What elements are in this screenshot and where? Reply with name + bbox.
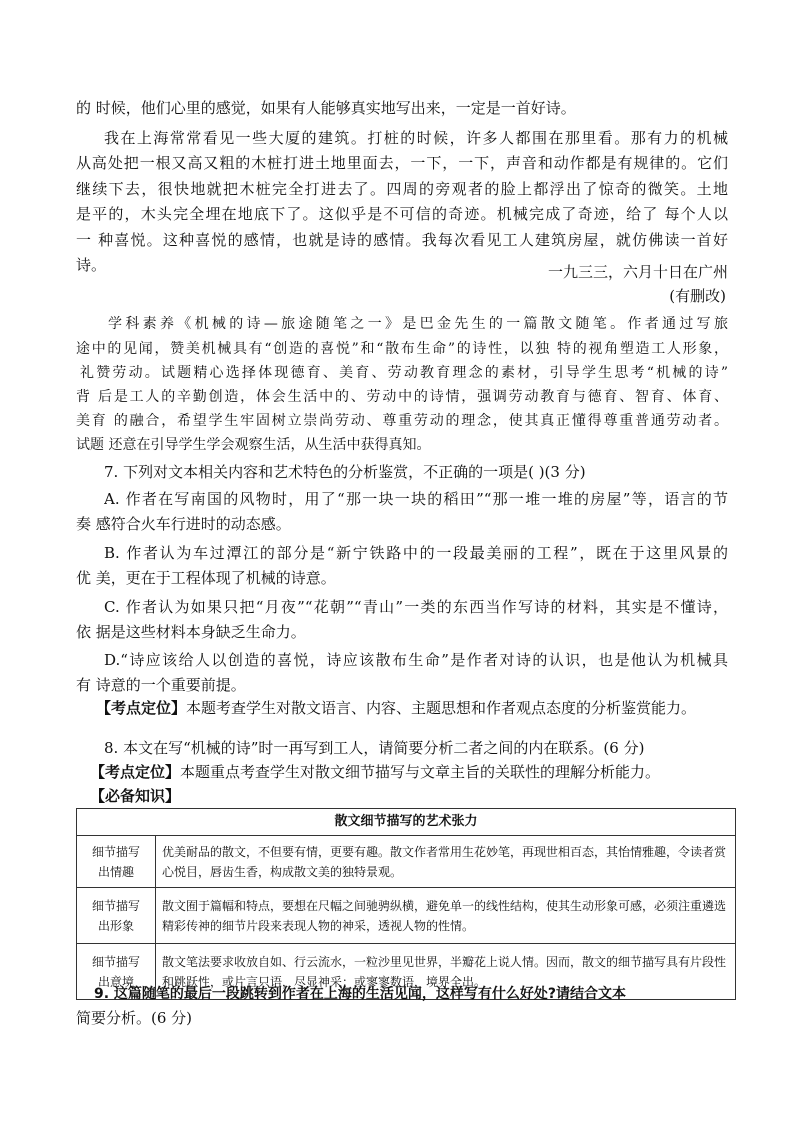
q7-option-b-cont: 优 美，更在于工程体现了机械的诗意。 [76,569,336,587]
q7-option-b: B. 作者认为车过潭江的部分是“新宁铁路中的一段最美丽的工程”，既在于这里风景的 [104,544,728,562]
passage-line: 是平的，木头完全埋在地底下了。这似乎是不可信的奇迹。机械完成了奇迹，给了 每个人以 [76,205,728,223]
edit-note: (有删改) [669,287,726,305]
passage-line: 一 种喜悦。这种喜悦的感情，也就是诗的感情。我每次看见工人建筑房屋，就仿佛读一首好 [76,231,728,249]
literacy-line: 学科素养《机械的诗—旅途随笔之一》是巴金先生的一篇散文随笔。作者通过写旅 [108,316,728,332]
passage-line: 从高处把一根又高又粗的木桩打进土地里面去，一下，一下，声音和动作都是有规律的。它们 [76,154,728,172]
literacy-line: 背 后是工人的辛勤创造，体会生活中的、劳动中的诗情，强调劳动教育与德育、智育、体育、 [76,389,728,405]
date-line: 一九三三，六月十日在广州 [547,263,728,281]
q7-option-c-cont: 依 据是这些材料本身缺乏生命力。 [76,623,306,641]
row-label: 细节描写 出形象 [77,888,156,944]
literacy-line: 礼赞劳动。试题精心选择体现德育、美育、劳动教育理念的素材，引导学生思考“机械的诗” [80,365,728,381]
q7-stem: 7. 下列对文本相关内容和艺术特色的分析鉴赏，不正确的一项是( )(3 分) [104,463,586,481]
literacy-line: 途中的见闻，赞美机械具有“创造的喜悦”和“散布生命”的诗性，以独 特的视角塑造工人形象， [76,341,728,357]
row-content: 优美耐品的散文，不但要有情，更要有趣。散文作者常用生花妙笔，再现世相百态，其怡情雅趣，令读者赏心悦目，唇齿生香，构成散文美的独特景观。 [156,836,736,888]
table-row [77,836,736,888]
passage-line: 我在上海常常看见一些大厦的建筑。打桩的时候，许多人都围在那里看。那有力的机械 [104,129,728,147]
q7-point [96,698,696,718]
knowledge-tag: 【必备知识】 [90,787,181,805]
point-tag: 【考点定位】 [90,763,181,781]
q7-option-a: A. 作者在写南国的风物时，用了“那一块一块的稻田”“那一堆一堆的房屋”等，语言的节 [104,490,728,508]
q7-option-d: D.“诗应该给人以创造的喜悦，诗应该散布生命”是作者对诗的认识，也是他认为机械具 [104,651,728,669]
point-tag: 【考点定位】 [96,699,187,717]
row-label: 细节描写 出情趣 [77,836,156,888]
literacy-line: 美育 的融合，希望学生牢固树立崇尚劳动、尊重劳动的理念，使其真正懂得尊重普通劳动者。 [76,413,728,429]
passage-line: 继续下去，很快地就把木桩完全打进去了。四周的旁观者的脸上都浮出了惊奇的微笑。土地 [76,180,728,198]
table-title: 散文细节描写的艺术张力 [77,809,736,836]
table-row [77,888,736,944]
table-header-row [77,809,736,836]
q9-stem: 9. 这篇随笔的最后一段跳转到作者在上海的生活见闻，这样写有什么好处?请结合文本 [94,986,627,1002]
passage-line: 的 时候，他们心里的感觉，如果有人能够真实地写出来，一定是一首好诗。 [76,99,576,117]
row-content: 散文囿于篇幅和特点，要想在尺幅之间驰骋纵横，避免单一的线性结构，使其生动形象可感，必须注重遴选精彩传神的细节片段来表现人物的神采，透视人物的性情。 [156,888,736,944]
row-label: 细节描写 出意境 [77,944,156,1000]
literacy-line: 试题 还意在引导学生学会观察生活，从生活中获得真知。 [76,437,431,453]
point-text: 本题考查学生对散文语言、内容、主题思想和作者观点态度的分析鉴赏能力。 [186,699,697,717]
q8-point [90,762,660,782]
knowledge-table [76,808,736,1000]
q7-option-a-cont: 奏 感符合火车行进时的动态感。 [76,515,291,533]
passage-line: 诗。 [76,256,107,274]
q8-stem: 8. 本文在写“机械的诗”时一再写到工人，请简要分析二者之间的内在联系。(6 分) [104,739,645,757]
q9-stem-cont: 简要分析。(6 分) [76,1009,193,1027]
q7-option-d-cont: 有 诗意的一个重要前提。 [76,676,246,694]
q7-option-c: C. 作者认为如果只把“月夜”“花朝”“青山”一类的东西当作写诗的材料，其实是不懂诗， [104,598,728,616]
row-content: 散文笔法要求收放自如、行云流水，一粒沙里见世界，半瓣花上说人情。因而，散文的细节描写具有片段性和跳跃性，或片言只语，尽显神采；或寥寥数语，境界全出。 [156,944,736,1000]
point-text: 本题重点考查学生对散文细节描写与文章主旨的关联性的理解分析能力。 [180,763,661,781]
